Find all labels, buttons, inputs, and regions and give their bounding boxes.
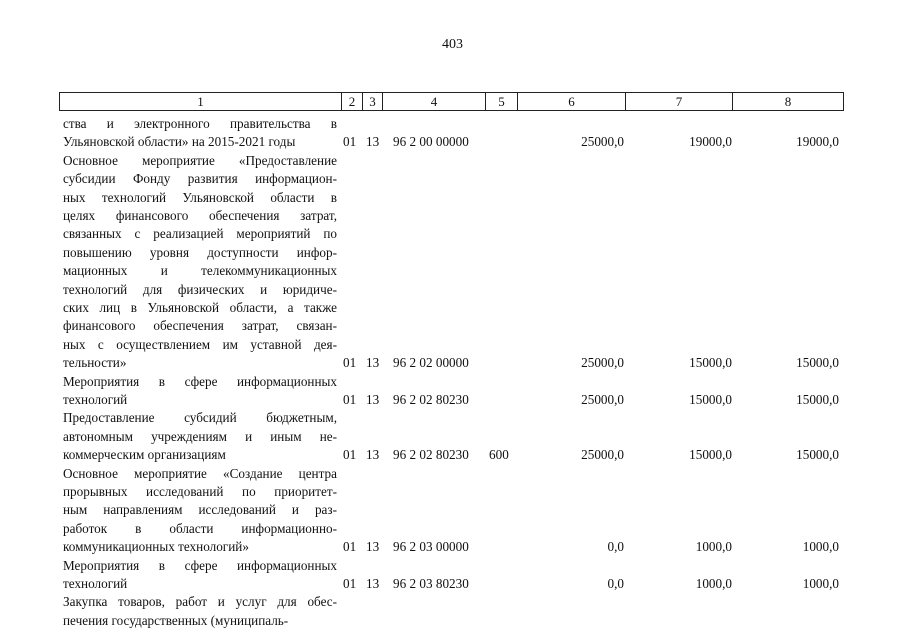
description-line: коммерческим организациям <box>63 447 226 463</box>
header-col-8: 8 <box>732 93 843 110</box>
description-line: Предоставление субсидий бюджетным, <box>63 410 337 426</box>
target-article-code: 96 2 02 00000 <box>393 355 469 371</box>
description-line: ных с осуществлением им уставной дея- <box>63 336 337 352</box>
description-line: технологий <box>63 576 128 591</box>
description-line: автономным учреждениям и иным не- <box>63 428 337 444</box>
subsection-code: 13 <box>366 575 380 591</box>
description-line: связанных с реализацией мероприятий по <box>63 226 337 242</box>
amount-year-3: 15000,0 <box>796 355 839 371</box>
amount-year-2: 15000,0 <box>689 355 732 371</box>
row-description <box>63 152 337 373</box>
description-line: ным направлениям исследований и раз- <box>63 502 337 518</box>
section-code: 01 <box>343 355 357 371</box>
amount-year-3: 1000,0 <box>802 539 839 555</box>
amount-year-2: 1000,0 <box>695 575 732 591</box>
amount-year-3: 19000,0 <box>796 134 839 150</box>
description-line: печения государственных (муниципаль- <box>63 612 289 628</box>
description-line: Ульяновской области» на 2015-2021 годы <box>63 134 296 150</box>
section-code: 01 <box>343 539 357 555</box>
expense-type-code: 600 <box>489 447 509 463</box>
amount-year-1: 25000,0 <box>581 391 624 407</box>
description-line: повышению уровня доступности инфор- <box>63 244 337 260</box>
description-line: субсидии Фонду развития информацион- <box>63 171 337 187</box>
table-header-row <box>59 92 844 111</box>
amount-year-2: 19000,0 <box>689 134 732 150</box>
amount-year-1: 0,0 <box>607 575 624 591</box>
header-col-3: 3 <box>362 93 382 110</box>
subsection-code: 13 <box>366 447 380 463</box>
subsection-code: 13 <box>366 134 380 150</box>
target-article-code: 96 2 00 00000 <box>393 134 469 150</box>
description-line: коммуникационных технологий» <box>63 539 249 555</box>
row-description <box>63 373 337 410</box>
header-col-2: 2 <box>341 93 362 110</box>
subsection-code: 13 <box>366 539 380 555</box>
subsection-code: 13 <box>366 391 380 407</box>
description-line: финансового обеспечения затрат, связан- <box>63 318 337 334</box>
amount-year-1: 25000,0 <box>581 134 624 150</box>
description-line: целях финансового обеспечения затрат, <box>63 208 337 224</box>
header-col-5: 5 <box>485 93 517 110</box>
description-line: Основное мероприятие «Предоставление <box>63 152 337 168</box>
subsection-code: 13 <box>366 355 380 371</box>
row-description <box>63 557 337 594</box>
amount-year-1: 25000,0 <box>581 447 624 463</box>
description-line: прорывных исследований по приоритет- <box>63 484 337 499</box>
header-col-1: 1 <box>197 94 204 109</box>
row-description <box>63 593 337 630</box>
amount-year-3: 15000,0 <box>796 447 839 463</box>
amount-year-3: 15000,0 <box>796 391 839 407</box>
amount-year-2: 15000,0 <box>689 447 732 463</box>
amount-year-2: 15000,0 <box>689 391 732 407</box>
header-col-7: 7 <box>625 93 732 110</box>
section-code: 01 <box>343 134 357 150</box>
amount-year-3: 1000,0 <box>802 575 839 591</box>
row-description <box>63 115 337 152</box>
description-line: работок в области информационно- <box>63 520 337 536</box>
row-description <box>63 465 337 557</box>
description-line: Мероприятия в сфере информационных <box>63 373 337 389</box>
target-article-code: 96 2 03 80230 <box>393 575 469 591</box>
description-line: ных технологий Ульяновской области в <box>63 189 337 205</box>
section-code: 01 <box>343 447 357 463</box>
target-article-code: 96 2 02 80230 <box>393 447 469 463</box>
description-line: Мероприятия в сфере информационных <box>63 557 337 573</box>
description-line: мационных и телекоммуникационных <box>63 263 337 279</box>
page-number: 403 <box>442 37 463 52</box>
description-line: Закупка товаров, работ и услуг для обес- <box>63 594 337 610</box>
amount-year-2: 1000,0 <box>695 539 732 555</box>
section-code: 01 <box>343 575 357 591</box>
header-col-6: 6 <box>517 93 625 110</box>
description-line: технологий <box>63 392 128 407</box>
target-article-code: 96 2 03 00000 <box>393 539 469 555</box>
target-article-code: 96 2 02 80230 <box>393 391 469 407</box>
description-line: ства и электронного правительства в <box>63 116 337 131</box>
section-code: 01 <box>343 391 357 407</box>
amount-year-1: 0,0 <box>607 539 624 555</box>
description-line: ских лиц в Ульяновской области, а также <box>63 300 337 316</box>
header-col-4: 4 <box>382 93 485 110</box>
description-line: технологий для физических и юридиче- <box>63 281 337 297</box>
amount-year-1: 25000,0 <box>581 355 624 371</box>
row-description <box>63 409 337 464</box>
description-line: тельности» <box>63 355 127 371</box>
description-line: Основное мероприятие «Создание центра <box>63 465 337 481</box>
